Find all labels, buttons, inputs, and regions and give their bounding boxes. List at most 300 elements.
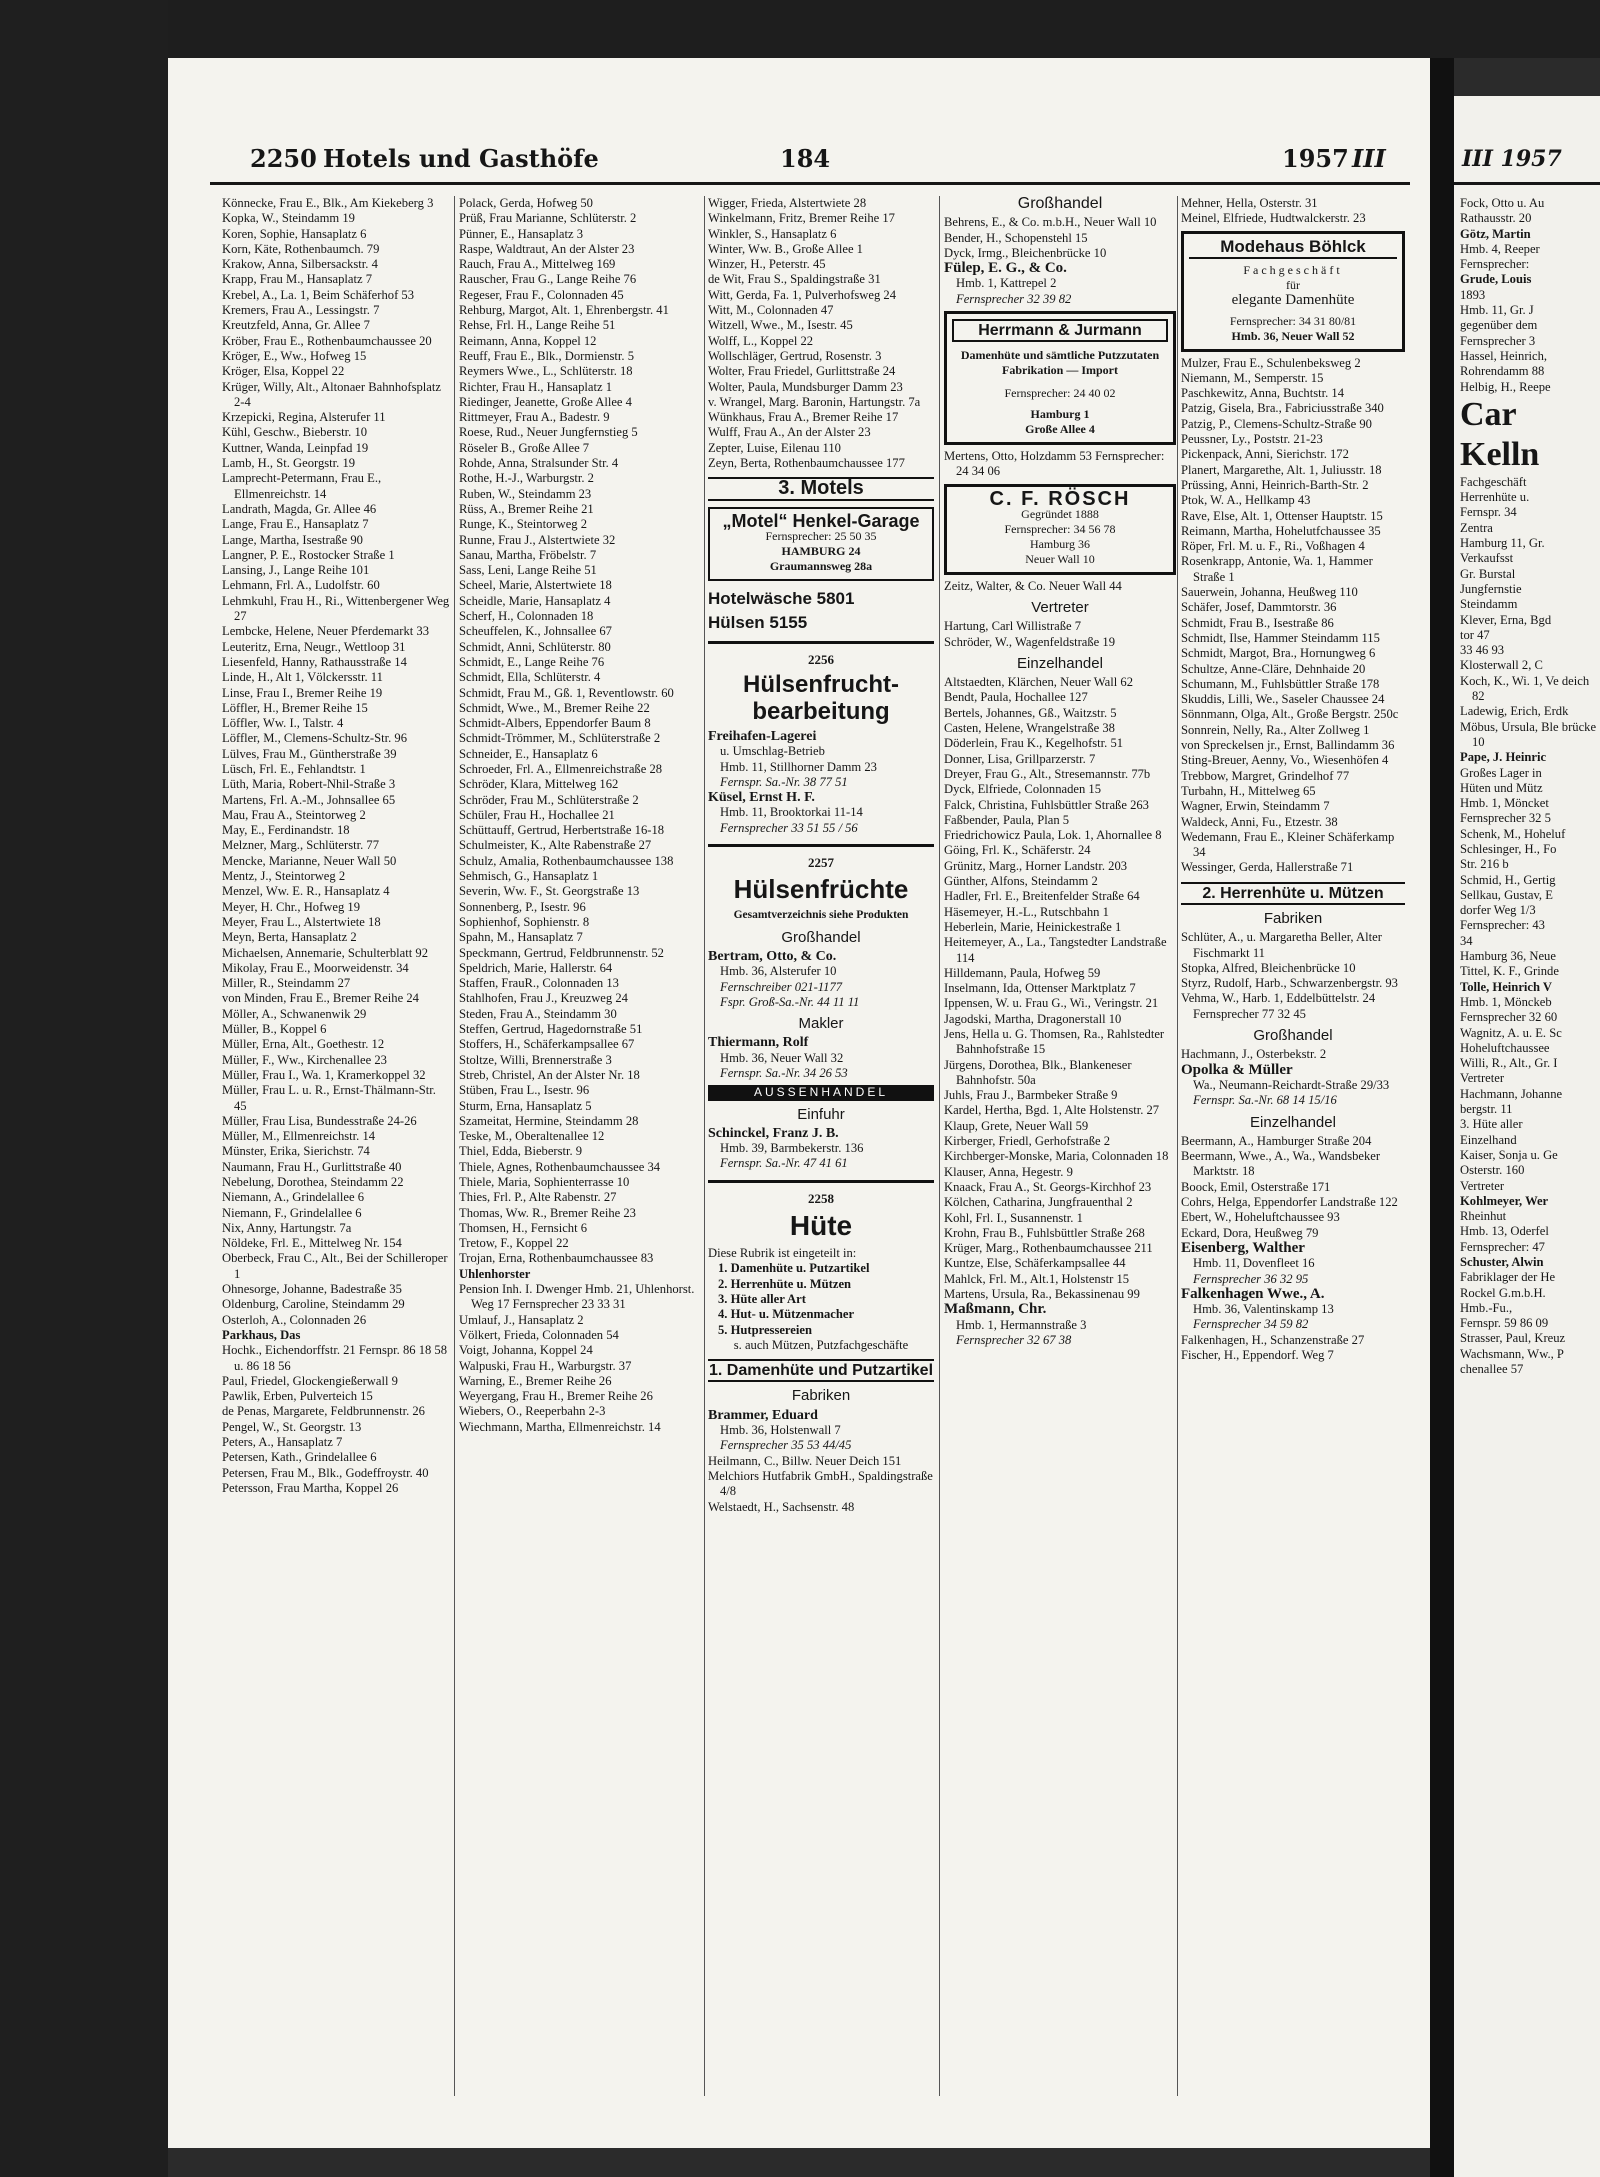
motel-ad-address: Graumannsweg 28a [769, 558, 873, 573]
firm-phone: Fernsprecher 33 51 55 / 56 [720, 820, 858, 835]
ad-line: elegante Damenhüte [1231, 291, 1355, 308]
list-item: Rosenkrapp, Antonie, Wa. 1, Hammer Straße 1 [1181, 554, 1373, 584]
firm-phone: Fernsprecher 35 53 44/45 [720, 1438, 852, 1453]
list-item: Kuttner, Wanda, Leinpfad 19 [222, 440, 369, 455]
list-item: Hmb. 4, Reeper [1460, 241, 1540, 256]
list-item: Lehmkuhl, Frau H., Ri., Wittenbergener Weg 27 [222, 593, 450, 624]
list-item: Rehburg, Margot, Alt. 1, Ehrenbergstr. 41 [459, 303, 669, 318]
firm-name: Bertram, Otto, & Co. [708, 948, 837, 964]
ad-title: C. F. RÖSCH [989, 487, 1131, 510]
volume-roman: III [1352, 144, 1386, 173]
list-item: Planert, Margarethe, Alt. 1, Juliusstr. 18 [1181, 462, 1382, 477]
rubric-note: Gesamtverzeichnis siehe Produkten [733, 909, 909, 922]
ad-line: Hmb. 36, Neuer Wall 52 [1231, 328, 1355, 343]
list-item: Fernsprecher: 47 [1460, 1239, 1545, 1254]
ad-line: Fachgeschäft [1243, 262, 1343, 277]
list-item: Lamb, H., St. Georgstr. 19 [222, 456, 356, 471]
list-item: Ladewig, Erich, Erdk [1460, 704, 1569, 719]
list-item: Eckard, Dora, Heußweg 79 [1181, 1225, 1319, 1240]
listing-column-6 [1460, 196, 1600, 2156]
firm-detail: Hmb. 1, Hermannstraße 3 [956, 1317, 1087, 1332]
list-item: Fernsprecher: [1460, 257, 1530, 272]
list-item: Götz, Martin [1460, 226, 1531, 241]
list-item: Wolff, L., Koppel 22 [708, 333, 814, 348]
list-item: Ruben, W., Steindamm 23 [459, 486, 592, 501]
column-divider [939, 196, 940, 2096]
list-item: dorfer Weg 1/3 [1460, 903, 1536, 918]
list-item: Walpuski, Frau H., Warburgstr. 37 [459, 1358, 632, 1373]
list-item: Fernspr. 59 86 09 [1460, 1316, 1549, 1331]
list-item: Hochk., Eichendorffstr. 21 Fernspr. 86 18 58 u. 86 18 56 [222, 1343, 448, 1373]
list-item: Fernsprecher 3 [1460, 333, 1536, 348]
list-item: Wolter, Frau Friedel, Gurlittstraße 24 [708, 364, 896, 379]
list-item: Nöldeke, Frl. E., Mittelweg Nr. 154 [222, 1236, 402, 1251]
list-item: 34 [1460, 933, 1473, 948]
ad-line: Damenhüte und sämtliche Putzzutaten [960, 348, 1160, 363]
list-item: Pension Inh. I. Dwenger Hmb. 21, Uhlenhorst. Weg 17 Fernsprecher 23 33 31 [459, 1282, 695, 1312]
list-item: Kröger, E., Ww., Hofweg 15 [222, 348, 367, 363]
list-item: Schmidt, E., Lange Reihe 76 [459, 654, 605, 669]
list-item: Trebbow, Margret, Grindelhof 77 [1181, 768, 1350, 783]
list-item: Voigt, Johanna, Koppel 24 [459, 1343, 593, 1358]
list-item: Oberbeck, Frau C., Alt., Bei der Schilleroper 1 [222, 1251, 448, 1281]
list-item: Müller, Frau I., Wa. 1, Kramerkoppel 32 [222, 1067, 426, 1082]
column-divider [1177, 196, 1178, 2096]
firm-phone: Fernsprecher 32 67 38 [956, 1332, 1072, 1347]
list-item: Casten, Helene, Wrangelstraße 38 [944, 721, 1115, 736]
list-item: Schlüter, A., u. Margaretha Beller, Alter Fischmarkt 11 [1181, 930, 1382, 960]
list-item: Fabriklager der He [1460, 1270, 1556, 1285]
motel-ad-phone: Fernsprecher: 25 50 35 [765, 528, 877, 543]
list-item: Wigger, Frieda, Alstertwiete 28 [708, 196, 867, 210]
list-item: Großes Lager in [1460, 765, 1542, 780]
list-item: Lüth, Maria, Robert-Nhil-Straße 3 [222, 777, 396, 792]
list-item: Rüss, A., Bremer Reihe 21 [459, 501, 594, 516]
list-item: von Minden, Frau E., Bremer Reihe 24 [222, 991, 419, 1006]
scan-background-top [0, 0, 1600, 58]
list-item: Niemann, A., Grindelallee 6 [222, 1190, 364, 1205]
list-item: Grude, Louis [1460, 272, 1532, 287]
list-item: Stopka, Alfred, Bleichenbrücke 10 [1181, 960, 1356, 975]
list-item: bergstr. 11 [1460, 1102, 1513, 1117]
list-item: Nebelung, Dorothea, Steindamm 22 [222, 1175, 404, 1189]
list-item: Spahn, M., Hansaplatz 7 [459, 930, 583, 945]
list-item: Stoffers, H., Schäferkampsallee 67 [459, 1037, 635, 1052]
list-item: Müller, F., Ww., Kirchenallee 23 [222, 1052, 387, 1067]
list-item: Car [1460, 395, 1517, 433]
huelsen-ref: Hülsen 5155 [708, 612, 808, 632]
list-item: Osterstr. 160 [1460, 1163, 1525, 1178]
list-item: Müller, M., Ellmenreichstr. 14 [222, 1129, 376, 1144]
list-item: Rittmeyer, Frau A., Badestr. 9 [459, 410, 610, 425]
list-item: Kremers, Frau A., Lessingstr. 7 [222, 303, 380, 318]
firm-name: Schinckel, Franz J. B. [708, 1125, 839, 1141]
list-item: Heitemeyer, A., La., Tangstedter Landstraße 114 [944, 935, 1167, 965]
list-item: Schmidt, Anni, Schlüterstr. 80 [459, 639, 611, 654]
rubric-title-2257: Hülsenfrüchte [733, 874, 909, 905]
list-item: Uhlenhorster [459, 1266, 531, 1281]
list-item: Rohrendamm 88 [1460, 364, 1545, 379]
list-item: May, E., Ferdinandstr. 18 [222, 823, 350, 838]
list-item: Speldrich, Marie, Hallerstr. 64 [459, 960, 613, 975]
list-item: Schulz, Amalia, Rothenbaumchaussee 138 [459, 853, 674, 868]
list-item: Weyergang, Frau H., Bremer Reihe 26 [459, 1389, 653, 1404]
list-item: Sehmisch, G., Hansaplatz 1 [459, 869, 599, 884]
list-item: Petersson, Frau Martha, Koppel 26 [222, 1480, 399, 1495]
firm-detail: Hmb. 36, Holstenwall 7 [720, 1423, 841, 1438]
list-item: Kirchberger-Monske, Maria, Colonnaden 18 [944, 1149, 1169, 1164]
list-item: Jürgens, Dorothea, Blk., Blankeneser Bahnhofstr. 50a [944, 1057, 1132, 1087]
list-item: Krapp, Frau M., Hansaplatz 7 [222, 272, 373, 287]
list-item: de Penas, Margarete, Feldbrunnenstr. 26 [222, 1404, 425, 1419]
list-item: Fischer, H., Eppendorf. Weg 7 [1181, 1348, 1334, 1362]
list-item: Mehner, Hella, Osterstr. 31 [1181, 196, 1318, 210]
list-item: Sonnrein, Nelly, Ra., Alter Zollweg 1 [1181, 722, 1370, 737]
list-item: Polack, Gerda, Hofweg 50 [459, 196, 593, 210]
list-item: Mahlck, Frl. M., Alt.1, Holstenstr 15 [944, 1271, 1130, 1286]
list-item: von Spreckelsen jr., Ernst, Ballindamm 36 [1181, 738, 1395, 753]
list-item: Scheel, Marie, Alstertwiete 18 [459, 578, 612, 593]
list-item: Koren, Sophie, Hansaplatz 6 [222, 226, 367, 241]
firm-detail: Hmb. 39, Barmbekerstr. 136 [720, 1141, 864, 1156]
firm-detail: Hmb. 36, Alsterufer 10 [720, 964, 837, 979]
list-item: Krakow, Anna, Silbersackstr. 4 [222, 257, 378, 272]
list-item: Schröder, Frau M., Schlüterstraße 2 [459, 792, 639, 807]
section-title: Hotels und Gasthöfe [323, 144, 599, 173]
list-item: Michaelsen, Annemarie, Schulterblatt 92 [222, 945, 428, 960]
list-item: tor 47 [1460, 627, 1490, 642]
firm-detail: u. Umschlag-Betrieb [720, 744, 825, 759]
list-item: Steffen, Gertrud, Hagedornstraße 51 [459, 1022, 643, 1037]
list-item: Trojan, Erna, Rothenbaumchaussee 83 [459, 1251, 654, 1266]
list-item: Witzell, Wwe., M., Isestr. 45 [708, 318, 853, 333]
list-item: Witt, Gerda, Fa. 1, Pulverhofsweg 24 [708, 287, 897, 302]
ad-line: Neuer Wall 10 [1025, 551, 1095, 566]
motel-ad-city: HAMBURG 24 [781, 543, 861, 558]
list-item: Linse, Frau I., Bremer Reihe 19 [222, 685, 383, 700]
list-item: Schlesinger, H., Fo [1460, 841, 1557, 856]
list-item: Willi, R., Alt., Gr. I [1460, 1056, 1558, 1071]
list-item: Reymers Wwe., L., Schlüterstr. 18 [459, 364, 633, 379]
list-item: Schmidt, Wwe., M., Bremer Reihe 22 [459, 700, 650, 715]
list-item: Winzer, H., Peterstr. 45 [708, 257, 826, 272]
list-item: Umlauf, J., Hansaplatz 2 [459, 1312, 584, 1327]
list-item: Behrens, E., & Co. m.b.H., Neuer Wall 10 [944, 215, 1157, 230]
list-item: Hadler, Frl. E., Breitenfelder Straße 64 [944, 889, 1140, 904]
list-item: Meyer, Frau L., Alstertwiete 18 [222, 914, 381, 929]
list-item: Schmid, H., Gertig [1460, 872, 1556, 887]
column-divider [454, 196, 455, 2096]
list-item: Mikolay, Frau E., Moorweidenstr. 34 [222, 960, 409, 975]
listing-column-3 [708, 196, 934, 2106]
list-item: Parkhaus, Das [222, 1327, 301, 1342]
list-item: Schenk, M., Hoheluf [1460, 826, 1566, 841]
list-item: Münster, Erika, Sierichstr. 74 [222, 1144, 370, 1159]
subheading: Fabriken [1263, 909, 1323, 927]
list-item: Waldeck, Anni, Fu., Etzestr. 38 [1181, 814, 1338, 829]
page-number: 2250 [250, 144, 317, 173]
list-item: Strasser, Paul, Kreuz [1460, 1331, 1566, 1346]
list-item: Kühl, Geschw., Bieberstr. 10 [222, 425, 368, 440]
list-item: Zeyn, Berta, Rothenbaumchaussee 177 [708, 456, 905, 471]
subheading: Einzelhandel [1250, 1113, 1336, 1131]
list-item: Völkert, Frieda, Colonnaden 54 [459, 1327, 619, 1342]
list-item: Kröber, Frau E., Rothenbaumchaussee 20 [222, 333, 432, 348]
list-item: Kaiser, Sonja u. Ge [1460, 1147, 1558, 1162]
list-item: Winkelmann, Fritz, Bremer Reihe 17 [708, 211, 895, 226]
list-item: Könnecke, Frau E., Blk., Am Kiekeberg 3 [222, 196, 434, 210]
ad-phone: Fernsprecher: 34 31 80/81 [1229, 313, 1357, 328]
firm-phone: Fernsprecher 32 39 82 [956, 291, 1072, 306]
subheading: Großhandel [1253, 1027, 1333, 1045]
list-item: Schäfer, Josef, Dammtorstr. 36 [1181, 600, 1337, 615]
list-item: v. Wrangel, Marg. Baronin, Hartungstr. 7a [708, 394, 921, 409]
firm-name: Küsel, Ernst H. F. [708, 790, 815, 806]
ad-title: Herrmann & Jurmann [952, 319, 1168, 342]
list-item: Schmidt-Albers, Eppendorfer Baum 8 [459, 716, 651, 731]
list-item: Thomsen, H., Fernsicht 6 [459, 1220, 588, 1235]
firm-phone: Fernspr. Sa.-Nr. 68 14 15/16 [1193, 1093, 1337, 1108]
list-item: Osterloh, A., Colonnaden 26 [222, 1312, 367, 1327]
list-item: Mencke, Marianne, Neuer Wall 50 [222, 853, 397, 868]
list-item: Kuntze, Else, Schäferkampsallee 44 [944, 1256, 1126, 1271]
list-item: Prüssing, Anni, Heinrich-Barth-Str. 2 [1181, 477, 1369, 492]
list-item: Hmb.-Fu., [1460, 1300, 1513, 1315]
list-item: Meinel, Elfriede, Hudtwalckerstr. 23 [1181, 211, 1366, 226]
list-item: Petersen, Kath., Grindelallee 6 [222, 1450, 377, 1465]
listing-column-2 [459, 196, 701, 2096]
list-item: Kardel, Hertha, Bgd. 1, Alte Holstenstr. 27 [944, 1103, 1160, 1118]
list-item: Runge, K., Steintorweg 2 [459, 517, 588, 532]
list-item: Rauscher, Frau G., Lange Reihe 76 [459, 272, 637, 287]
ad-phone: Fernsprecher: 34 56 78 [1004, 521, 1116, 536]
list-item: 2. Herrenhüte u. Mützen [718, 1276, 852, 1291]
list-item: Leuteritz, Erna, Neugr., Wettloop 31 [222, 639, 406, 654]
firm-detail: Hmb. 36, Valentinskamp 13 [1193, 1302, 1334, 1317]
list-item: Pawlik, Erben, Pulverteich 15 [222, 1389, 373, 1404]
list-item: Fernsprecher: 43 [1460, 918, 1545, 933]
list-item: Knaack, Frau A., St. Georgs-Kirchhof 23 [944, 1179, 1152, 1194]
ad-line: Hamburg 1 [1030, 407, 1090, 422]
list-item: Tittel, K. F., Grinde [1460, 964, 1559, 979]
list-item: Patzig, P., Clemens-Schultz-Straße 90 [1181, 416, 1372, 431]
list-item: Winkler, S., Hansaplatz 6 [708, 226, 837, 241]
book-gutter [1430, 58, 1454, 2177]
list-item: Friedrichowicz Paula, Lok. 1, Ahornallee 8 [944, 828, 1162, 843]
firm-name: Eisenberg, Walther [1181, 1239, 1305, 1256]
list-item: Cohrs, Helga, Eppendorfer Landstraße 122 [1181, 1195, 1398, 1210]
list-item: Skuddis, Lilli, We., Saseler Chaussee 24 [1181, 692, 1385, 707]
list-item: Schüler, Frau H., Hochallee 21 [459, 807, 615, 822]
firm-detail: Wa., Neumann-Reichardt-Straße 29/33 [1193, 1077, 1390, 1092]
list-item: Koch, K., Wi. 1, Ve deich 82 [1460, 673, 1590, 704]
list-item: Hartung, Carl Willistraße 7 [944, 619, 1082, 634]
firm-name: Fülep, E. G., & Co. [944, 260, 1067, 277]
list-item: 1. Damenhüte u. Putzartikel [718, 1261, 870, 1276]
list-item: Müller, Erna, Alt., Goethestr. 12 [222, 1037, 385, 1052]
list-item: Ippensen, W. u. Frau G., Wi., Veringstr. 21 [944, 996, 1159, 1011]
list-item: Staffen, FrauR., Colonnaden 13 [459, 976, 619, 991]
list-item: Mertens, Otto, Holzdamm 53 Fernsprecher: 24 34 06 [944, 449, 1165, 479]
list-item: Hachmann, Johanne [1460, 1086, 1563, 1101]
list-item: Rohde, Anna, Stralsunder Str. 4 [459, 456, 619, 471]
list-item: Dyck, Irmg., Bleichenbrücke 10 [944, 245, 1107, 260]
list-item: Bender, H., Schopenstehl 15 [944, 230, 1088, 245]
list-item: Wagner, Erwin, Steindamm 7 [1181, 799, 1330, 814]
ad-line: Gegründet 1888 [1021, 506, 1099, 521]
list-item: Scherf, H., Colonnaden 18 [459, 609, 594, 624]
list-item: Richter, Frau H., Hansaplatz 1 [459, 379, 613, 394]
list-item: Langner, P. E., Rostocker Straße 1 [222, 547, 395, 562]
list-item: Scheuffelen, K., Johnsallee 67 [459, 624, 612, 639]
list-item: Lansing, J., Lange Reihe 101 [222, 563, 370, 578]
list-item: Winter, Ww. B., Große Allee 1 [708, 241, 863, 256]
list-item: Krüger, Willy, Alt., Altonaer Bahnhofsplatz 2-4 [222, 379, 441, 409]
list-item: Schröder, Klara, Mittelweg 162 [459, 777, 619, 792]
list-item: Schröder, W., Wagenfeldstraße 19 [944, 634, 1116, 649]
ad-line: für [1286, 277, 1300, 292]
list-item: Miller, R., Steindamm 27 [222, 976, 351, 991]
list-item: Meyn, Berta, Hansaplatz 2 [222, 930, 357, 945]
list-item: Patzig, Gisela, Bra., Fabriciusstraße 340 [1181, 401, 1384, 416]
list-item: Sturm, Erna, Hansaplatz 5 [459, 1098, 592, 1113]
list-item: Krohn, Frau B., Fuhlsbüttler Straße 268 [944, 1225, 1145, 1240]
list-item: Regeser, Frau F., Colonnaden 45 [459, 287, 624, 302]
aussenhandel-bar: AUSSENHANDEL [708, 1085, 934, 1100]
list-item: Lüsch, Frl. E., Fehlandtstr. 1 [222, 761, 366, 776]
motel-ad-title: „Motel“ Henkel-Garage [722, 510, 920, 531]
list-item: Kirberger, Friedl, Gerhofstraße 2 [944, 1134, 1111, 1149]
list-item: Thomas, Ww. R., Bremer Reihe 23 [459, 1205, 636, 1220]
list-item: 4. Hut- u. Mützenmacher [718, 1307, 855, 1322]
firm-phone: Fernspr. Sa.-Nr. 34 26 53 [720, 1065, 848, 1080]
listing-column-1 [222, 196, 450, 2096]
list-item: Hamburg 11, Gr. [1460, 536, 1545, 551]
list-item: Mulzer, Frau E., Schulenbeksweg 2 [1181, 355, 1361, 370]
list-item: Vertreter [1460, 1178, 1505, 1193]
list-item: Roese, Rud., Neuer Jungfernstieg 5 [459, 425, 638, 440]
list-item: Möbus, Ursula, Ble brücke 10 [1460, 719, 1597, 749]
list-item: Lülves, Frau M., Güntherstraße 39 [222, 746, 397, 761]
list-item: Döderlein, Frau K., Kegelhofstr. 51 [944, 736, 1124, 751]
listing-column-4 [944, 196, 1176, 2096]
rubric-number-2258: 2258 [708, 1180, 934, 1206]
list-item: Reuff, Frau E., Blk., Dormienstr. 5 [459, 348, 635, 363]
list-item: Sauerwein, Johanna, Heußweg 110 [1181, 585, 1358, 600]
firm-detail: Hmb. 1, Kattrepel 2 [956, 276, 1057, 291]
list-item: Schüttauff, Gertrud, Herbertstraße 16-18 [459, 823, 665, 838]
list-item: Steindamm [1460, 597, 1518, 612]
list-item: Kopka, W., Steindamm 19 [222, 211, 355, 226]
firm-phone: Fernsprecher 34 59 82 [1193, 1317, 1309, 1332]
list-item: Ohnesorge, Johanne, Badestraße 35 [222, 1282, 402, 1297]
list-item: Hoheluftchaussee [1460, 1040, 1550, 1055]
list-item: Rheinhut [1460, 1209, 1507, 1224]
rubric-number-2256: 2256 [708, 641, 934, 667]
list-item: Schmidt, Ella, Schlüterstr. 4 [459, 670, 601, 685]
firm-name: Freihafen-Lagerei [708, 728, 817, 744]
list-item: Szameitat, Hermine, Steindamm 28 [459, 1113, 639, 1128]
list-item: Löffler, H., Bremer Reihe 15 [222, 700, 368, 715]
list-item: Faßbender, Paula, Plan 5 [944, 812, 1070, 827]
list-item: Runne, Frau J., Alstertwiete 32 [459, 532, 616, 547]
list-item: Fernsprecher 32 5 [1460, 811, 1551, 826]
list-item: Pickenpack, Anni, Sierichstr. 172 [1181, 447, 1349, 462]
list-item: Vehma, W., Harb. 1, Eddelbüttelstr. 24 Fernsprecher 77 32 45 [1181, 991, 1376, 1021]
list-item: Häsemeyer, H.-L., Rutschbahn 1 [944, 904, 1109, 919]
firm-name: Falkenhagen Wwe., A. [1181, 1285, 1325, 1302]
list-item: Raspe, Waldtraut, An der Alster 23 [459, 241, 635, 256]
list-item: Fernspr. 34 [1460, 505, 1517, 520]
list-item: Niemann, M., Semperstr. 15 [1181, 370, 1324, 385]
ad-line: Hamburg 36 [1029, 536, 1091, 551]
list-item: Lange, Martha, Isestraße 90 [222, 532, 363, 547]
list-item: Pengel, W., St. Georgstr. 13 [222, 1419, 362, 1434]
subheading: Einzelhandel [1017, 654, 1103, 672]
list-item: Bendt, Paula, Hochallee 127 [944, 690, 1088, 705]
list-item: Schumann, M., Fuhlsbüttler Straße 178 [1181, 676, 1380, 691]
list-item: Stoltze, Willi, Brennerstraße 3 [459, 1052, 612, 1067]
list-item: Beermann, Wwe., A., Wa., Wandsbeker Marktstr. 18 [1181, 1149, 1381, 1179]
list-item: Zepter, Luise, Eilenau 110 [708, 440, 841, 455]
firm-detail: Hmb. 36, Neuer Wall 32 [720, 1050, 844, 1065]
list-item: Klauser, Anna, Hegestr. 9 [944, 1164, 1073, 1179]
list-item: Herrenhüte u. [1460, 490, 1530, 505]
firm-detail: Hmb. 11, Stillhorner Damm 23 [720, 759, 877, 774]
list-item: Melzner, Marg., Schlüterstr. 77 [222, 838, 380, 853]
list-item: Müller, B., Koppel 6 [222, 1022, 327, 1037]
next-page-fragment [1454, 96, 1600, 2177]
list-item: Rothe, H.-J., Warburgstr. 2 [459, 471, 594, 486]
list-item: Stahlhofen, Frau J., Kreuzweg 24 [459, 991, 628, 1006]
list-item: Kelln [1460, 435, 1540, 473]
subheading: Großhandel [781, 928, 861, 946]
year: 1957 [1282, 144, 1349, 173]
list-item: 3. Hüte aller Art [718, 1291, 806, 1306]
list-item: Klever, Erna, Bgd [1460, 612, 1552, 627]
list-item: Sellkau, Gustav, E [1460, 887, 1553, 902]
list-item: Korn, Käte, Rothenbaumch. 79 [222, 241, 380, 256]
list-item: Warning, E., Bremer Reihe 26 [459, 1373, 612, 1388]
list-item: Wolter, Paula, Mundsburger Damm 23 [708, 379, 903, 394]
list-item: Martens, Ursula, Ra., Bekassinenau 99 [944, 1287, 1140, 1302]
list-item: Göing, Frl. K., Schäferstr. 24 [944, 843, 1091, 858]
list-item: Hmb. 13, Oderfel [1460, 1224, 1549, 1239]
next-page-header: III 1957 [1462, 146, 1562, 172]
list-item: Rehse, Frl. H., Lange Reihe 51 [459, 318, 616, 333]
list-item: Landrath, Magda, Gr. Allee 46 [222, 501, 377, 516]
list-item: Steden, Frau A., Steindamm 30 [459, 1006, 617, 1021]
list-item: Riedinger, Jeanette, Große Allee 4 [459, 394, 632, 409]
list-item: Lamprecht-Petermann, Frau E., Ellmenreichstr. 14 [222, 471, 382, 501]
list-item: Ptok, W. A., Hellkamp 43 [1181, 493, 1311, 508]
list-item: Wiebers, O., Reeperbahn 2-3 [459, 1404, 606, 1419]
motel-ad [708, 507, 934, 581]
list-item: Lembcke, Helene, Neuer Pferdemarkt 33 [222, 624, 430, 639]
column-divider [704, 196, 705, 2096]
firm-name: Opolka & Müller [1181, 1061, 1293, 1078]
list-item: Kohl, Frl. I., Susannenstr. 1 [944, 1210, 1083, 1225]
list-item: Hmb. 11, Gr. J [1460, 303, 1534, 318]
list-item: Fock, Otto u. Au [1460, 196, 1545, 210]
subheading: Fabriken [791, 1387, 851, 1405]
scan-background-left [0, 0, 168, 2177]
list-item: Peters, A., Hansaplatz 7 [222, 1435, 343, 1450]
list-item: Thiel, Edda, Bieberstr. 9 [459, 1144, 583, 1159]
list-item: Wiechmann, Martha, Ellmenreichstr. 14 [459, 1419, 661, 1434]
list-item: gegenüber dem [1460, 318, 1538, 333]
list-item: Rave, Else, Alt. 1, Ottenser Hauptstr. 15 [1181, 508, 1383, 523]
